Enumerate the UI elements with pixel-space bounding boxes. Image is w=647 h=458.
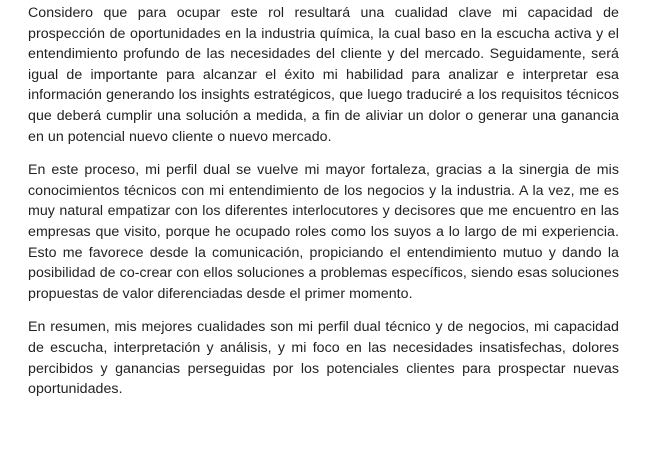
paragraph-2: En este proceso, mi perfil dual se vuelve mi mayor fortaleza, gracias a la sinergia de mis conocimientos técnicos con mi entendimiento de los negocios y la industria. A la vez, me es muy natural empatizar con los diferentes interlocutores y decisores que me encuentro en las empresas que visito, porque he ocupado roles como los suyos a lo largo de mi experiencia. Esto me favorece desde la comunicación, propiciando el entendimiento mutuo y dando la posibilidad de co-crear con ellos soluciones a problemas específicos, siendo esas soluciones propuestas de valor diferenciadas desde el primer momento. — [28, 162, 619, 302]
paragraph-1: Considero que para ocupar este rol resultará una cualidad clave mi capacidad de prospección de oportunidades en la industria química, la cual baso en la escucha activa y el entendimiento profundo de las necesidades del cliente y del mercado. Seguidamente, será igual de importante para alcanzar el éxito mi habilidad para analizar e interpretar esa información generando los insights estratégicos, que luego traduciré a los requisitos técnicos que deberá cumplir una solución a medida, a fin de aliviar un dolor o generar una ganancia en un potencial nuevo cliente o nuevo mercado. — [28, 5, 619, 145]
paragraph-3: En resumen, mis mejores cualidades son mi perfil dual técnico y de negocios, mi capacidad de escucha, interpretación y análisis, y mi foco en las necesidades insatisfechas, dolores percibidos y ganancias perseguidas por los potenciales clientes para prospectar nuevas oportunidades. — [28, 319, 619, 398]
